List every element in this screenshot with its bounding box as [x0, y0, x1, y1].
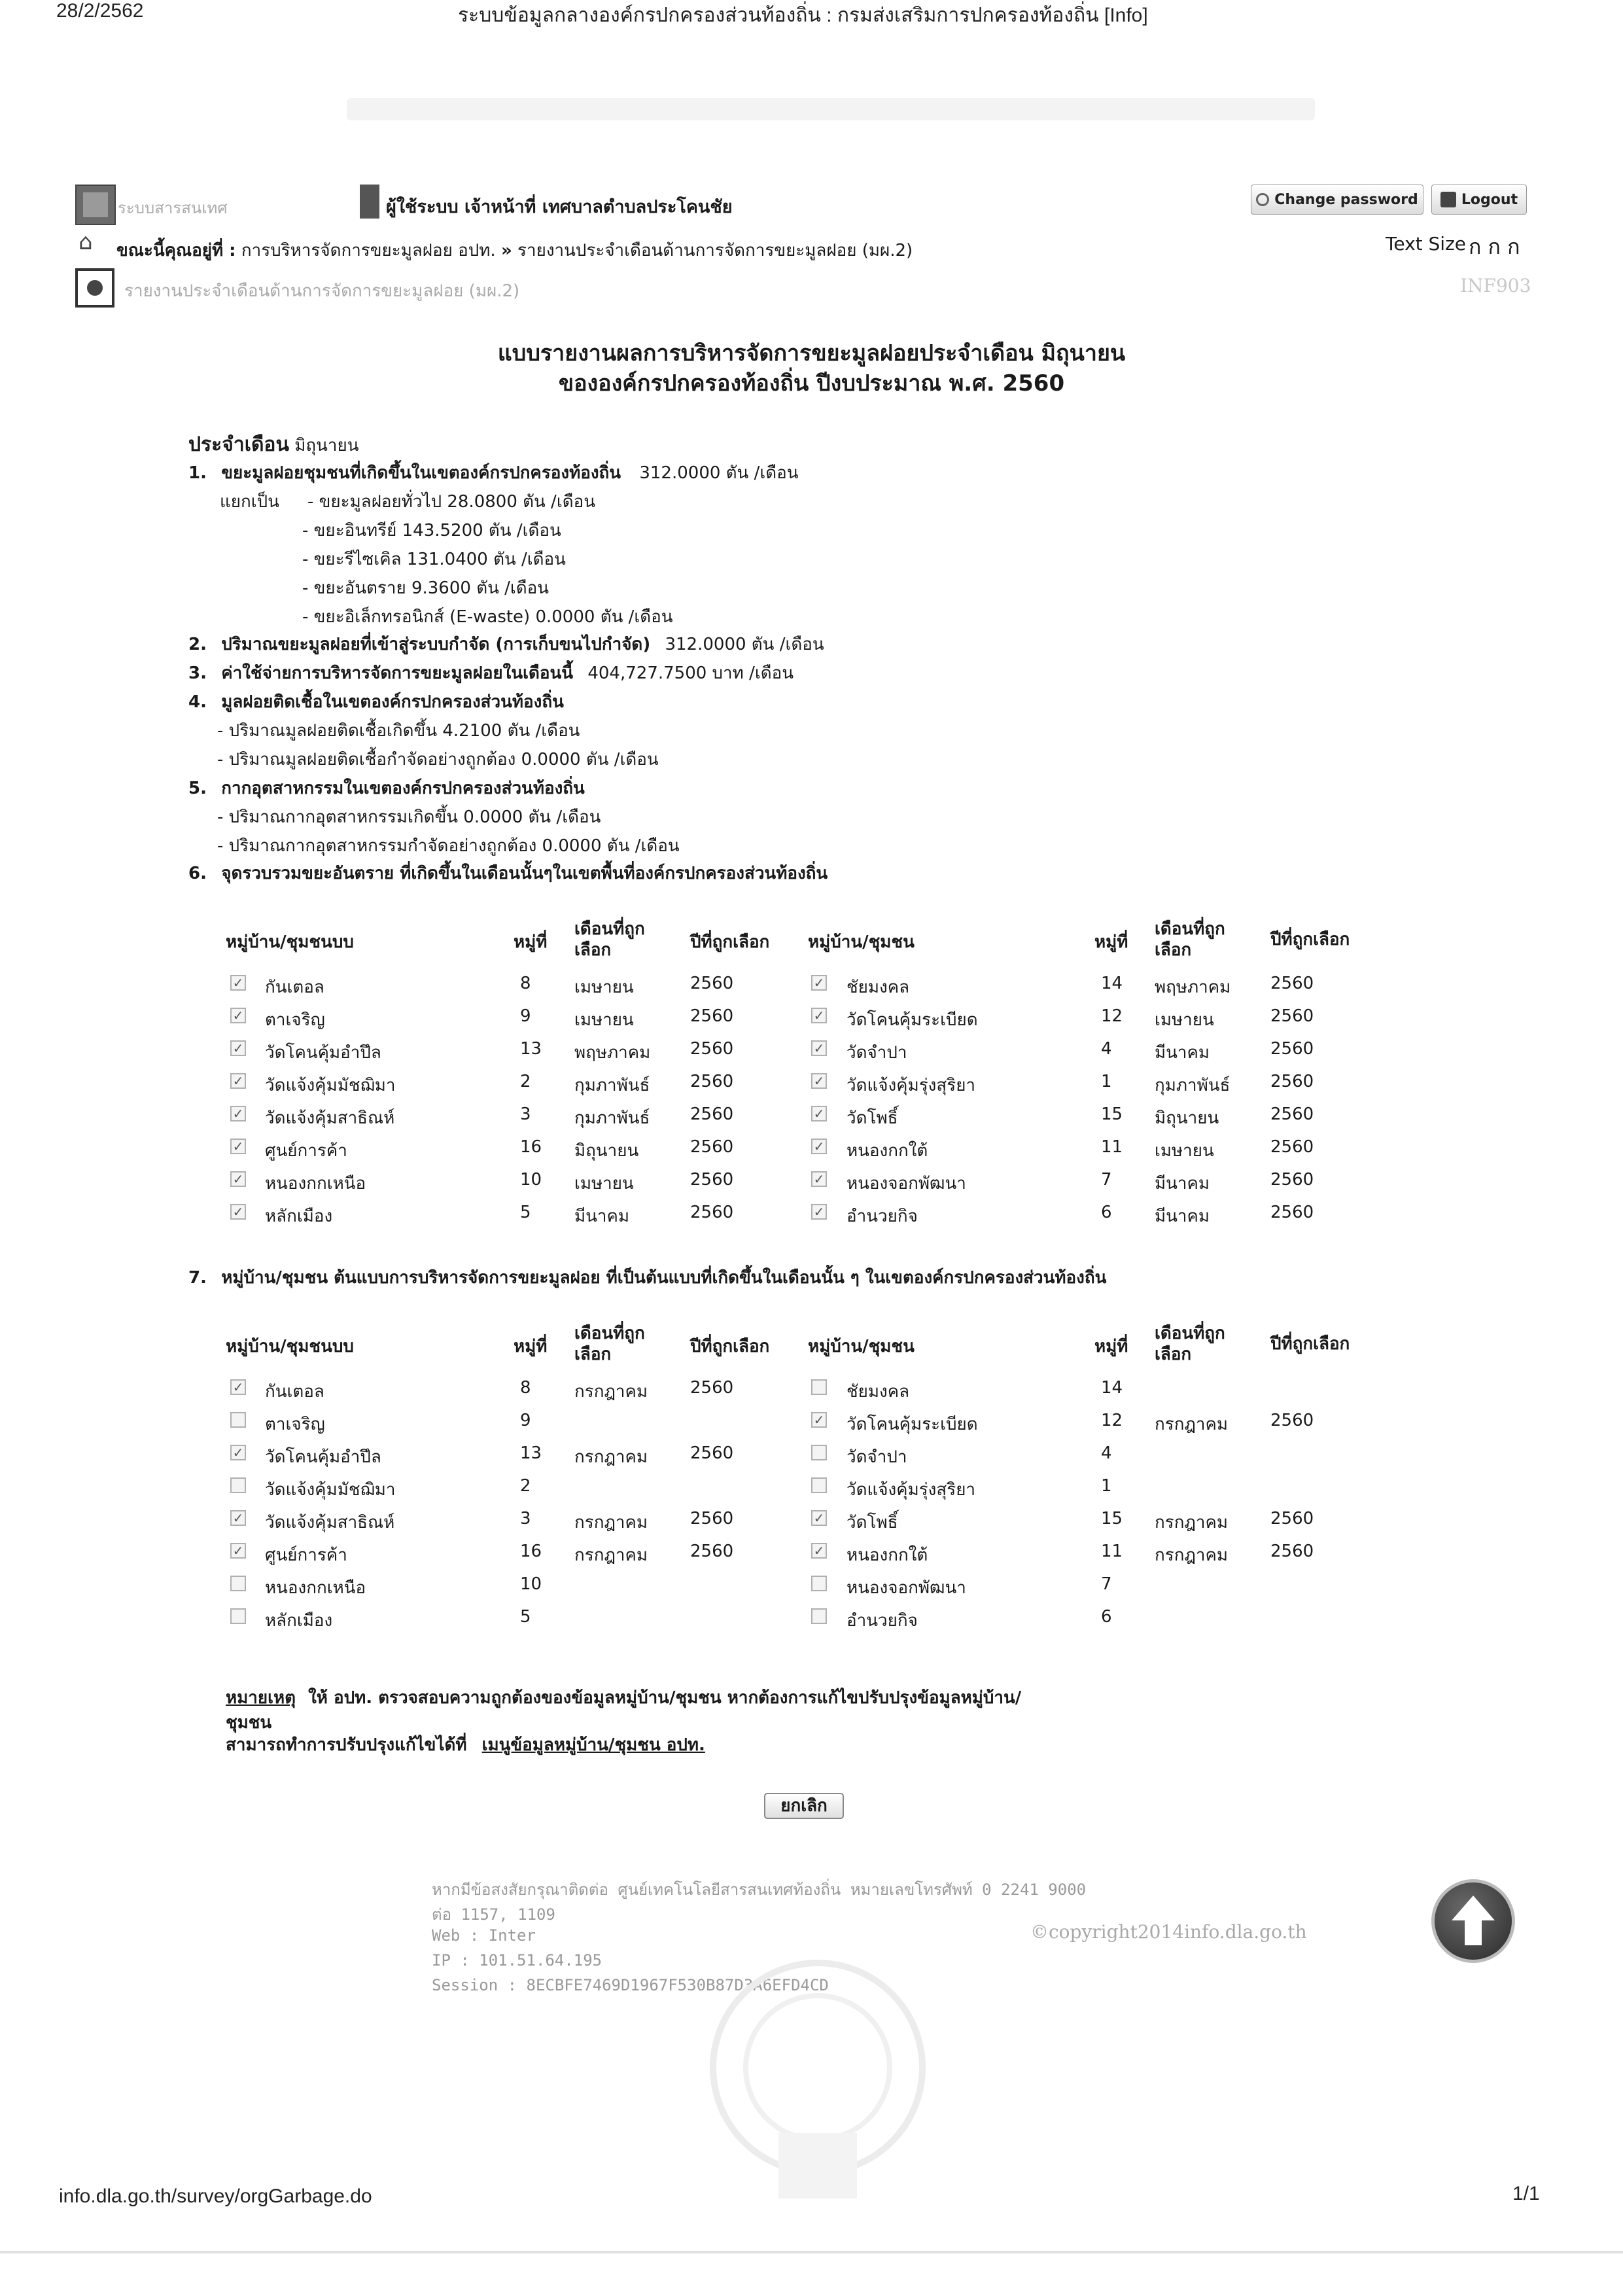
hazard-row-name: วัดแจ้งคุ้มสาธิณห์: [265, 1108, 395, 1128]
model-row-moo: 15: [1101, 1509, 1123, 1528]
model-row-name: วัดจำปา: [846, 1447, 907, 1467]
item5-line2: - ปริมาณกากอุตสาหกรรมกำจัดอย่างถูกต้อง 0.0000 ตัน /เดือน: [217, 836, 680, 856]
scan-edge: [0, 2251, 1623, 2253]
item3-label: ค่าใช้จ่ายการบริหารจัดการขยะมูลฝอยในเดือนนี้: [221, 663, 574, 683]
item1-label: ขยะมูลฝอยชุมชนที่เกิดขึ้นในเขตองค์กรปกครองท้องถิ่น: [221, 463, 621, 483]
hazard-row-month: มิถุนายน: [574, 1141, 639, 1161]
scroll-to-top-button[interactable]: [1431, 1879, 1515, 1963]
model-row-month: กรกฎาคม: [1155, 1513, 1229, 1532]
section-title: รายงานประจำเดือนด้านการจัดการขยะมูลฝอย (มผ.2): [124, 281, 520, 301]
model-row-checkbox[interactable]: ✓: [230, 1510, 246, 1526]
hazard-row-month: เมษายน: [1155, 1141, 1214, 1161]
hazard-row-moo: 6: [1101, 1203, 1112, 1222]
model-row-checkbox[interactable]: [811, 1576, 827, 1591]
t6-h-year-left: ปีที่ถูกเลือก: [690, 932, 770, 952]
model-row-checkbox[interactable]: [230, 1477, 246, 1493]
system-label: ระบบสารสนเทศ: [118, 199, 228, 217]
hazard-row-moo: 10: [520, 1170, 542, 1190]
hazard-row-moo: 13: [520, 1039, 542, 1059]
model-row-name: ชัยมงคล: [846, 1382, 910, 1402]
model-row-moo: 8: [520, 1378, 531, 1398]
breadcrumb-prefix: ขณะนี้คุณอยู่ที่ :: [116, 241, 236, 260]
hazard-row-year: 2560: [690, 1006, 734, 1026]
footer-ip: IP : 101.51.64.195: [432, 1951, 602, 1969]
cancel-button[interactable]: ยกเลิก: [764, 1793, 844, 1819]
item1-value: 312.0000 ตัน /เดือน: [639, 463, 799, 483]
item7-label: หมู่บ้าน/ชุมชน ต้นแบบการบริหารจัดการขยะมูลฝอย ที่เป็นต้นแบบที่เกิดขึ้นในเดือนนั้น ๆ ในเขตองค์กรปกครองส่วนท้องถิ่น: [221, 1268, 1107, 1288]
model-row-name: ตาเจริญ: [265, 1415, 325, 1434]
hazard-row-checkbox[interactable]: ✓: [230, 975, 246, 991]
footer-ext: ต่อ 1157, 1109: [432, 1905, 555, 1924]
t6-h-village-left: หมู่บ้าน/ชุมชนบบ: [226, 932, 354, 952]
item1-organic: - ขยะอินทรีย์ 143.5200 ตัน /เดือน: [302, 521, 561, 540]
hazard-row-moo: 5: [520, 1203, 531, 1222]
item1-hazardous: - ขยะอันตราย 9.3600 ตัน /เดือน: [302, 578, 550, 598]
hazard-row-checkbox[interactable]: ✓: [230, 1171, 246, 1187]
t7-h-moo-right: หมู่ที่: [1094, 1337, 1128, 1356]
breadcrumb-level2[interactable]: รายงานประจำเดือนด้านการจัดการขยะมูลฝอย (มผ.2): [517, 241, 913, 260]
home-icon[interactable]: ⌂: [79, 229, 93, 255]
hazard-row-checkbox[interactable]: ✓: [811, 1171, 827, 1187]
hazard-row-month: เมษายน: [1155, 1010, 1214, 1030]
item2-value: 312.0000 ตัน /เดือน: [665, 635, 824, 654]
item5-num: 5.: [188, 779, 207, 798]
hazard-row-year: 2560: [1270, 1039, 1314, 1059]
seal-watermark-icon: [680, 1937, 955, 2212]
model-row-checkbox[interactable]: ✓: [230, 1445, 246, 1460]
hazard-row-year: 2560: [690, 974, 734, 993]
hazard-row-checkbox[interactable]: ✓: [230, 1106, 246, 1122]
t6-h-moo-right: หมู่ที่: [1094, 932, 1128, 952]
item6-label: จุดรวบรวมขยะอันตราย ที่เกิดขึ้นในเดือนนั้นๆในเขตพื้นที่องค์กรปกครองส่วนท้องถิ่น: [221, 864, 828, 883]
hazard-row-month: พฤษภาคม: [1155, 978, 1231, 997]
hazard-row-name: วัดแจ้งคุ้มรุ่งสุริยา: [846, 1076, 976, 1095]
model-row-moo: 11: [1101, 1542, 1123, 1561]
bleed-band: [347, 98, 1315, 120]
model-row-checkbox[interactable]: ✓: [811, 1543, 827, 1559]
user-label: ผู้ใช้ระบบ เจ้าหน้าที่ เทศบาลตำบลประโคนชัย: [386, 197, 733, 217]
item1-recycle: - ขยะรีไซเคิล 131.0400 ตัน /เดือน: [302, 550, 566, 569]
item4: [188, 688, 564, 715]
hazard-row-year: 2560: [690, 1039, 734, 1059]
t7-h-year-left: ปีที่ถูกเลือก: [690, 1337, 770, 1356]
month-value: มิถุนายน: [294, 436, 359, 455]
hazard-row-checkbox[interactable]: ✓: [811, 1073, 827, 1089]
change-password-button[interactable]: [1251, 185, 1423, 215]
model-row-name: วัดแจ้งคุ้มสาธิณห์: [265, 1513, 395, 1532]
hazard-row-year: 2560: [1270, 1006, 1314, 1026]
system-logo-icon: [75, 185, 116, 225]
form-code: INF903: [1460, 275, 1531, 296]
hazard-row-checkbox[interactable]: ✓: [811, 1040, 827, 1056]
print-title: ระบบข้อมูลกลางองค์กรปกครองส่วนท้องถิ่น : กรมส่งเสริมการปกครองท้องถิ่น [Info]: [458, 5, 1148, 26]
hazard-row-year: 2560: [1270, 1072, 1314, 1091]
model-row-year: 2560: [690, 1443, 734, 1463]
t6-h-village-right: หมู่บ้าน/ชุมชน: [808, 932, 915, 952]
model-row-checkbox[interactable]: [230, 1412, 246, 1428]
section-icon: [75, 268, 114, 308]
model-row-checkbox[interactable]: ✓: [811, 1510, 827, 1526]
print-date: 28/2/2562: [56, 0, 144, 22]
model-row-year: 2560: [690, 1542, 734, 1561]
model-row-checkbox[interactable]: [811, 1477, 827, 1493]
model-row-moo: 3: [520, 1509, 531, 1528]
hazard-row-moo: 9: [520, 1006, 531, 1026]
hazard-row-month: มีนาคม: [1155, 1174, 1210, 1193]
footer-contact: หากมีข้อสงสัยกรุณาติดต่อ ศูนย์เทคโนโลยีสารสนเทศท้องถิ่น หมายเลขโทรศัพท์ 0 2241 9000: [432, 1881, 1087, 1899]
item2-num: 2.: [188, 635, 207, 654]
breadcrumb: [116, 237, 913, 264]
model-row-name: กันเตอล: [265, 1382, 324, 1402]
hazard-row-moo: 4: [1101, 1039, 1112, 1059]
hazard-row-name: หนองกกเหนือ: [265, 1174, 366, 1193]
logout-icon: [1440, 192, 1456, 207]
item1-ewaste: - ขยะอิเล็กทรอนิกส์ (E-waste) 0.0000 ตัน /เดือน: [302, 607, 673, 627]
model-row-name: ศูนย์การค้า: [265, 1545, 347, 1565]
model-row-checkbox[interactable]: [230, 1576, 246, 1591]
hazard-row-checkbox[interactable]: ✓: [230, 1073, 246, 1089]
item3-value: 404,727.7500 บาท /เดือน: [587, 663, 794, 683]
note-text3: สามารถทำการปรับปรุงแก้ไขได้ที่: [226, 1735, 467, 1755]
hazard-row-month: กุมภาพันธ์: [574, 1076, 650, 1095]
model-row-checkbox[interactable]: ✓: [230, 1379, 246, 1395]
hazard-row-month: เมษายน: [574, 978, 634, 997]
model-row-month: กรกฎาคม: [1155, 1415, 1229, 1434]
footer-session: Session : 8ECBFE7469D1967F530B87D3A6EFD4CD: [432, 1976, 829, 1994]
breadcrumb-separator: »: [500, 241, 512, 260]
model-row-name: วัดแจ้งคุ้มมัชฌิมา: [265, 1480, 396, 1500]
hazard-row-year: 2560: [1270, 974, 1314, 993]
hazard-row-moo: 15: [1101, 1104, 1123, 1124]
model-row-checkbox[interactable]: [811, 1379, 827, 1395]
hazard-row-checkbox[interactable]: ✓: [230, 1204, 246, 1220]
item1-num: 1.: [188, 463, 207, 483]
item5-line1: - ปริมาณกากอุตสาหกรรมเกิดขึ้น 0.0000 ตัน /เดือน: [217, 807, 601, 827]
model-row-name: หนองกกเหนือ: [265, 1578, 366, 1598]
month-label: ประจำเดือน: [188, 433, 289, 456]
hazard-row-month: เมษายน: [574, 1010, 634, 1030]
hazard-row-name: หนองกกใต้: [846, 1141, 928, 1161]
model-row-moo: 4: [1101, 1443, 1112, 1463]
village-menu-link[interactable]: เมนูข้อมูลหมู่บ้าน/ชุมชน อปท.: [481, 1735, 705, 1755]
hazard-row-moo: 7: [1101, 1170, 1112, 1190]
hazard-row-name: ชัยมงคล: [846, 978, 910, 997]
hazard-row-checkbox[interactable]: ✓: [230, 1040, 246, 1056]
item1-general: - ขยะมูลฝอยทั่วไป 28.0800 ตัน /เดือน: [307, 492, 595, 512]
hazard-row-month: มีนาคม: [1155, 1207, 1210, 1226]
hazard-row-name: วัดแจ้งคุ้มมัชฌิมา: [265, 1076, 396, 1095]
change-password-label: Change password: [1274, 191, 1418, 208]
model-row-moo: 9: [520, 1411, 531, 1430]
print-page: 1/1: [1512, 2183, 1540, 2204]
item3: [188, 660, 794, 686]
item4-label: มูลฝอยติดเชื้อในเขตองค์กรปกครองส่วนท้องถิ่น: [221, 692, 564, 712]
hazard-row-moo: 3: [520, 1104, 531, 1124]
model-row-moo: 1: [1101, 1476, 1112, 1496]
hazard-row-checkbox[interactable]: ✓: [811, 1106, 827, 1122]
model-row-moo: 12: [1101, 1411, 1123, 1430]
hazard-row-year: 2560: [1270, 1203, 1314, 1222]
arrow-up-icon: [1435, 1882, 1512, 1960]
note-text2: ชุมชน: [226, 1713, 272, 1733]
model-row-month: กรกฎาคม: [574, 1545, 648, 1565]
hazard-row-name: กันเตอล: [265, 978, 324, 997]
hazard-row-year: 2560: [690, 1170, 734, 1190]
hazard-row-moo: 1: [1101, 1072, 1112, 1091]
item4-line2: - ปริมาณมูลฝอยติดเชื้อกำจัดอย่างถูกต้อง 0.0000 ตัน /เดือน: [217, 750, 659, 769]
hazard-row-name: วัดโคนคุ้มอำปึล: [265, 1043, 381, 1063]
hazard-row-year: 2560: [1270, 1137, 1314, 1157]
item4-num: 4.: [188, 692, 207, 712]
item5-label: กากอุตสาหกรรมในเขตองค์กรปกครองส่วนท้องถิ่น: [221, 779, 585, 798]
hazard-row-name: หนองจอกพัฒนา: [846, 1174, 966, 1193]
model-row-year: 2560: [1270, 1411, 1314, 1430]
model-row-year: 2560: [1270, 1542, 1314, 1561]
hazard-row-checkbox[interactable]: ✓: [811, 975, 827, 991]
t7-h-village-right: หมู่บ้าน/ชุมชน: [808, 1337, 915, 1356]
t7-h-village-left: หมู่บ้าน/ชุมชนบบ: [226, 1337, 354, 1356]
model-row-name: วัดโคนคุ้มระเบียด: [846, 1415, 978, 1434]
hazard-row-year: 2560: [1270, 1170, 1314, 1190]
hazard-row-year: 2560: [690, 1203, 734, 1222]
model-row-moo: 7: [1101, 1574, 1112, 1594]
report-month: [188, 429, 359, 460]
hazard-row-month: กุมภาพันธ์: [574, 1108, 650, 1128]
model-row-checkbox[interactable]: [230, 1608, 246, 1624]
model-row-checkbox[interactable]: [811, 1445, 827, 1460]
hazard-row-moo: 14: [1101, 974, 1123, 993]
hazard-row-month: มีนาคม: [574, 1207, 630, 1226]
t6-h-month-left: เดือนที่ถูก เลือก: [574, 919, 645, 960]
item4-line1: - ปริมาณมูลฝอยติดเชื้อเกิดขึ้น 4.2100 ตัน /เดือน: [217, 721, 580, 741]
t7-h-month-left: เดือนที่ถูก เลือก: [574, 1324, 645, 1364]
hazard-row-month: มีนาคม: [1155, 1043, 1210, 1063]
hazard-row-month: พฤษภาคม: [574, 1043, 651, 1063]
item3-num: 3.: [188, 663, 207, 683]
hazard-row-checkbox[interactable]: ✓: [811, 1139, 827, 1154]
footer-copyright: ©copyright2014info.dla.go.th: [1030, 1921, 1307, 1943]
note: [226, 1684, 1021, 1711]
hazard-row-name: อำนวยกิจ: [846, 1207, 918, 1226]
hazard-row-name: หลักเมือง: [265, 1207, 333, 1226]
hazard-row-name: ตาเจริญ: [265, 1010, 325, 1030]
hazard-row-year: 2560: [1270, 1104, 1314, 1124]
model-row-name: วัดโพธิ์: [846, 1513, 898, 1532]
report-title-line1: แบบรายงานผลการบริหารจัดการขยะมูลฝอยประจำเดือน มิถุนายน: [497, 340, 1126, 366]
hazard-row-moo: 8: [520, 974, 531, 993]
model-row-name: อำนวยกิจ: [846, 1611, 918, 1631]
item2: [188, 631, 824, 658]
print-url: info.dla.go.th/survey/orgGarbage.do: [59, 2185, 372, 2207]
hazard-row-year: 2560: [690, 1104, 734, 1124]
hazard-row-checkbox[interactable]: ✓: [230, 1139, 246, 1154]
breadcrumb-level1[interactable]: การบริหารจัดการขยะมูลฝอย อปท.: [241, 241, 496, 260]
logout-button[interactable]: [1431, 185, 1527, 215]
item5: [188, 775, 585, 802]
model-row-name: วัดโคนคุ้มอำปึล: [265, 1447, 381, 1467]
hazard-row-moo: 2: [520, 1072, 531, 1091]
hazard-row-month: มิถุนายน: [1155, 1108, 1219, 1128]
model-row-name: หนองจอกพัฒนา: [846, 1578, 966, 1598]
model-row-moo: 16: [520, 1542, 542, 1561]
t6-h-month-right: เดือนที่ถูก เลือก: [1155, 919, 1225, 960]
hazard-row-checkbox[interactable]: ✓: [811, 1008, 827, 1023]
item2-label: ปริมาณขยะมูลฝอยที่เข้าสู่ระบบกำจัด (การเก็บขนไปกำจัด): [221, 635, 651, 654]
t7-h-month-right: เดือนที่ถูก เลือก: [1155, 1324, 1225, 1364]
hazard-row-year: 2560: [690, 1072, 734, 1091]
model-row-name: หลักเมือง: [265, 1611, 333, 1631]
model-row-month: กรกฎาคม: [574, 1513, 648, 1532]
model-row-name: วัดแจ้งคุ้มรุ่งสุริยา: [846, 1480, 976, 1500]
item1: [188, 459, 799, 486]
model-row-moo: 10: [520, 1574, 542, 1594]
item1-split-label: แยกเป็น: [220, 492, 279, 512]
hazard-row-name: วัดโคนคุ้มระเบียด: [846, 1010, 978, 1030]
model-row-month: กรกฎาคม: [1155, 1545, 1229, 1565]
hazard-row-month: เมษายน: [574, 1174, 634, 1193]
note-text: ให้ อปท. ตรวจสอบความถูกต้องของข้อมูลหมู่บ้าน/ชุมชน หากต้องการแก้ไขปรับปรุงข้อมูลหมู่บ้าน/: [308, 1688, 1022, 1708]
footer-web: Web : Inter: [432, 1926, 536, 1945]
model-row-checkbox[interactable]: ✓: [230, 1543, 246, 1559]
hazard-row-checkbox[interactable]: ✓: [811, 1204, 827, 1220]
t7-h-moo-left: หมู่ที่: [514, 1337, 548, 1356]
model-row-checkbox[interactable]: [811, 1608, 827, 1624]
model-row-month: กรกฎาคม: [574, 1447, 648, 1467]
hazard-row-moo: 16: [520, 1137, 542, 1157]
report-title-line2: ขององค์กรปกครองท้องถิ่น ปีงบประมาณ พ.ศ. 2560: [558, 370, 1065, 397]
model-row-year: 2560: [1270, 1509, 1314, 1528]
item7-num: 7.: [188, 1268, 207, 1288]
key-icon: [1256, 193, 1269, 206]
user-icon: [360, 185, 379, 219]
t6-h-year-right: ปีที่ถูกเลือก: [1270, 930, 1350, 949]
hazard-row-moo: 12: [1101, 1006, 1123, 1026]
item7: [188, 1264, 1106, 1291]
model-row-month: กรกฎาคม: [574, 1382, 648, 1402]
hazard-row-month: กุมภาพันธ์: [1155, 1076, 1230, 1095]
note-label: หมายเหตุ: [226, 1688, 296, 1708]
hazard-row-moo: 11: [1101, 1137, 1123, 1157]
item6-num: 6.: [188, 864, 207, 883]
hazard-row-name: วัดโพธิ์: [846, 1108, 898, 1128]
text-size-label: Text Size: [1386, 233, 1467, 255]
logout-label: Logout: [1461, 191, 1518, 208]
hazard-row-name: วัดจำปา: [846, 1043, 907, 1063]
hazard-row-name: ศูนย์การค้า: [265, 1141, 347, 1161]
t7-h-year-right: ปีที่ถูกเลือก: [1270, 1334, 1350, 1354]
item6: [188, 860, 828, 887]
model-row-moo: 13: [520, 1443, 542, 1463]
model-row-moo: 2: [520, 1476, 531, 1496]
hazard-row-year: 2560: [690, 1137, 734, 1157]
model-row-checkbox[interactable]: ✓: [811, 1412, 827, 1428]
hazard-row-checkbox[interactable]: ✓: [230, 1008, 246, 1023]
model-row-name: หนองกกใต้: [846, 1545, 928, 1565]
note-line3: [226, 1731, 705, 1758]
text-size-options[interactable]: ก ก ก: [1469, 234, 1520, 259]
model-row-moo: 6: [1101, 1607, 1112, 1627]
t6-h-moo-left: หมู่ที่: [514, 932, 548, 952]
model-row-year: 2560: [690, 1378, 734, 1398]
model-row-moo: 14: [1101, 1378, 1123, 1398]
model-row-moo: 5: [520, 1607, 531, 1627]
model-row-year: 2560: [690, 1509, 734, 1528]
